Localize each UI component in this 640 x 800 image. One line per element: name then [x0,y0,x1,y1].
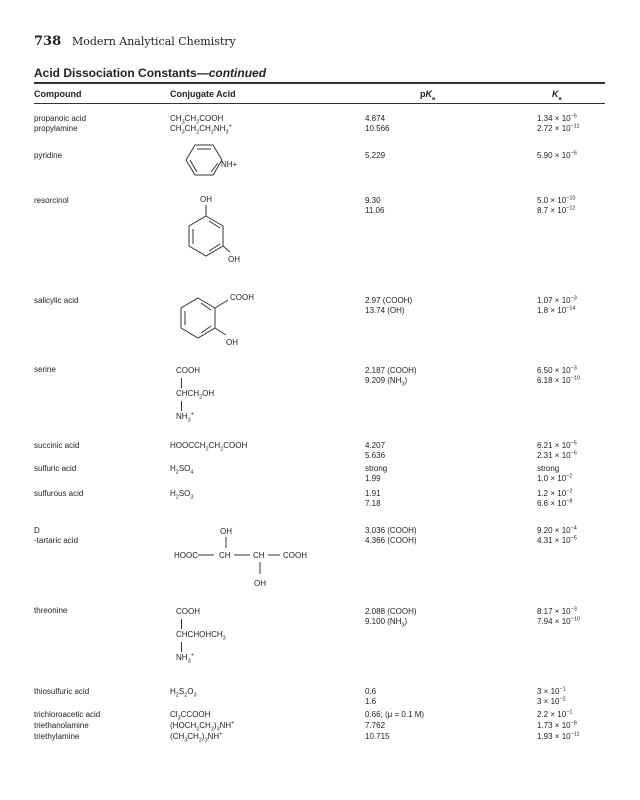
col-header-compound: Compound [34,89,82,99]
compound-name: triethylamine [34,732,80,741]
pka-values: 4.207 5.636 [365,441,386,460]
oh-label: OH [200,195,212,204]
conjugate-acid: $CH_3CH_2CH_2NH_3^+$ [170,123,232,136]
pka-values: 2.97 (COOH) 13.74 (OH) [365,296,413,315]
structure-amine-label: $NH_3^+$ [176,411,194,424]
cooh-label: COOH [230,293,254,302]
conjugate-acid: $(HOCH_2CH_2)_3NH^+$ [170,720,235,733]
pka-value: 5.229 [365,151,386,160]
pka-values: 1.91 7.18 [365,489,381,508]
pka-values: 2.187 (COOH) 9.209 $(NH_3)$ [365,366,417,388]
table-title-suffix: —continued [196,66,267,80]
pyridinium-structure [176,143,246,188]
ka-values: $1.07 \times 10^{-3}$ $1.8 \times 10^{-14}$ [537,295,577,315]
conjugate-acid: $H_2SO_3$ [170,489,194,501]
running-head: Modern Analytical Chemistry [72,35,236,48]
pka-values: strong 1.99 [365,464,388,483]
oh-label: OH [220,527,232,536]
pka-value: 10.566 [365,124,390,133]
ka-value: $1.93 \times 10^{-11}$ [537,731,580,741]
ka-values: $5.0 \times 10^{-10}$ $8.7 \times 10^{-12}$ [537,195,576,215]
ka-values: strong $1.0 \times 10^{-2}$ [537,464,573,483]
oh-label: OH [226,338,238,347]
pka-values: 0.6 1.6 [365,687,377,706]
col-header-ka: $K_a$ [552,89,562,102]
pka-values: 9.30 11.06 [365,196,385,215]
title-rule [34,82,605,84]
ch-label: CH [253,551,265,560]
structure-cooh-label: COOH [176,366,200,375]
pka-value: 0.66; (μ = 0.1 M) [365,710,425,719]
ka-values: $9.20 \times 10^{-4}$ $4.31 \times 10^{-5}$ [537,525,577,545]
header-rule [34,103,605,104]
cooh-label: COOH [283,551,307,560]
structure-bond [181,642,182,652]
col-header-pka: $pK_a$ [420,89,436,102]
ka-value: $2.2 \times 10^{-1}$ [537,709,573,719]
conjugate-acid: $CH_3CH_2COOH$ [170,114,224,126]
structure-chain-label: $CHCHOHCH_3$ [176,630,226,642]
ka-value: $5.90 \times 10^{-6}$ [537,150,577,160]
ka-values: $6.21 \times 10^{-5}$ $2.31 \times 10^{-6}$ [537,440,577,460]
compound-name: triethanolamine [34,721,89,730]
oh-label: OH [228,255,240,264]
compound-name: D -tartaric acid [34,526,79,545]
conjugate-acid: $H_2S_2O_3$ [170,687,197,699]
ka-value: $2.72 \times 10^{-11}$ [537,123,580,133]
structure-bond [181,619,182,629]
salicylic-acid-structure [170,290,270,348]
conjugate-acid: $Cl_3CCOOH$ [170,710,211,722]
pka-values: 2.088 (COOH) 9.100 $(NH_3)$ [365,607,417,629]
ring-nh-label: NH+ [221,160,238,169]
hooc-label: HOOC [174,551,198,560]
compound-name: resorcinol [34,196,69,205]
conjugate-acid: $H_2SO_4$ [170,464,194,476]
pka-values: 3.036 (COOH) 4.366 (COOH) [365,526,417,545]
conjugate-acid: $HOOCCH_2CH_2COOH$ [170,441,248,453]
structure-chain-label: $CHCH_2OH$ [176,389,215,401]
compound-name: pyridine [34,151,63,160]
pka-value: 7.762 [365,721,386,730]
compound-name: salicylic acid [34,296,79,305]
structure-amine-label: $NH_3^+$ [176,652,194,665]
compound-name: thiosulfuric acid [34,687,90,696]
compound-name: succinic acid [34,441,80,450]
structure-cooh-label: COOH [176,607,200,616]
ka-values: $8.17 \times 10^{-3}$ $7.94 \times 10^{-10}$ [537,606,580,626]
resorcinol-structure [170,194,250,270]
ka-value: $1.34 \times 10^{-5}$ [537,113,577,123]
compound-name: serine [34,365,56,374]
compound-name: trichloroacetic acid [34,710,101,719]
ch-label: CH [219,551,231,560]
oh-label: OH [254,579,266,588]
table-title [34,66,266,80]
page-number: 738 [34,34,62,49]
compound-name: propylamine [34,124,78,133]
pka-value: 4.874 [365,114,386,123]
compound-name: sulfuric acid [34,464,77,473]
compound-name: propanoic acid [34,114,87,123]
pka-value: 10.715 [365,732,390,741]
structure-bond [181,378,182,388]
ka-values: $1.2 \times 10^{-2}$ $6.6 \times 10^{-8}$ [537,488,573,508]
conjugate-acid: $(CH_3CH_2)_3NH^+$ [170,731,223,744]
compound-name: sulfurous acid [34,489,84,498]
ka-values: $6.50 \times 10^{-3}$ $6.18 \times 10^{-10}$ [537,365,580,385]
tartaric-acid-structure [170,522,330,592]
ka-values: $3 \times 10^{-1}$ $3 \times 10^{-2}$ [537,686,566,706]
structure-bond [181,401,182,411]
compound-name: threonine [34,606,68,615]
ka-value: $1.73 \times 10^{-8}$ [537,720,577,730]
col-header-conjugate-acid: Conjugate Acid [170,89,236,99]
table-title-main: Acid Dissociation Constants [34,66,197,80]
